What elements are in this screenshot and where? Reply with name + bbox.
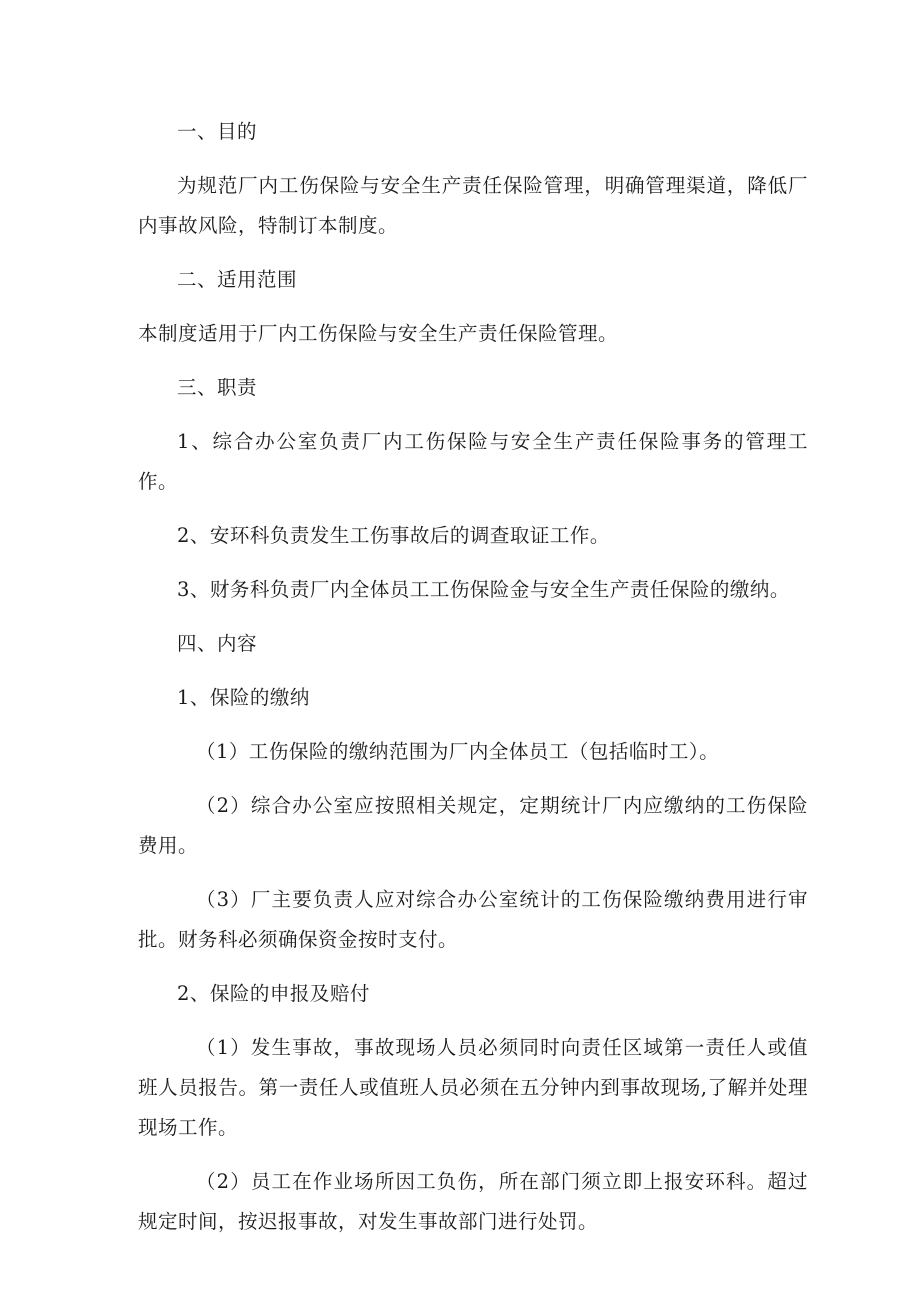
section-heading-purpose: 一、目的 [177,120,258,143]
list-item-payment-3: （3）厂主要负责人应对综合办公室统计的工伤保险缴纳费用进行审批。财务科必须确保资金按时支付。 [138,888,808,951]
document-page [138,112,808,1256]
subsection-heading-claims: 2、保险的申报及赔付 [177,982,370,1005]
subsection-heading-payment: 1、保险的缴纳 [177,686,310,709]
list-item-duty-2: 2、安环科负责发生工伤事故后的调查取证工作。 [177,524,610,547]
paragraph-purpose: 为规范厂内工伤保险与安全生产责任保险管理，明确管理渠道，降低厂内事故风险，特制订本制度。 [138,174,808,237]
list-item-duty-3: 3、财务科负责厂内全体员工工伤保险金与安全生产责任保险的缴纳。 [177,578,790,601]
section-heading-duties: 三、职责 [177,376,258,399]
list-item-claims-1: （1）发生事故，事故现场人员必须同时向责任区域第一责任人或值班人员报告。第一责任人或值班人员必须在五分钟内到事故现场,了解并处理现场工作。 [138,1036,808,1139]
paragraph-scope: 本制度适用于厂内工伤保险与安全生产责任保险管理。 [138,322,619,345]
section-heading-scope: 二、适用范围 [177,268,298,291]
list-item-payment-1: （1）工伤保险的缴纳范围为厂内全体员工（包括临时工）。 [196,740,720,763]
list-item-duty-1: 1、综合办公室负责厂内工伤保险与安全生产责任保险事务的管理工作。 [138,430,808,493]
list-item-payment-2: （2）综合办公室应按照相关规定，定期统计厂内应缴纳的工伤保险费用。 [138,794,808,857]
list-item-claims-2: （2）员工在作业场所因工负伤，所在部门须立即上报安环科。超过规定时间，按迟报事故，对发生事故部门进行处罚。 [138,1170,808,1233]
section-heading-content: 四、内容 [177,632,258,655]
